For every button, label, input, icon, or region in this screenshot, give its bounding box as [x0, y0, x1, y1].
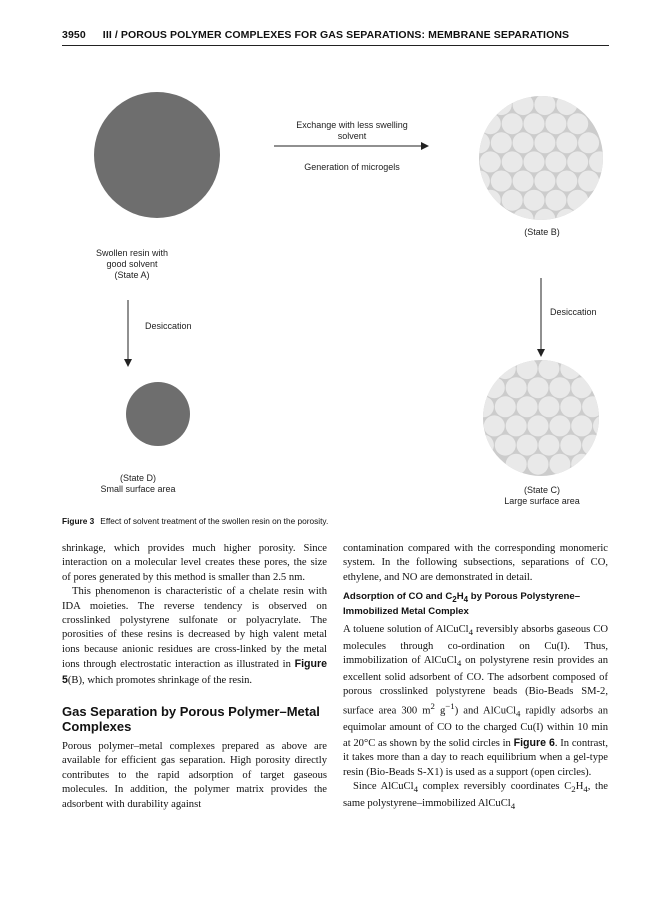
state-c-porous-circle — [473, 358, 609, 476]
paragraph — [343, 780, 608, 813]
text-span: , the same polystyrene–immobilized AlCuCl — [343, 781, 608, 809]
state-d-label — [78, 473, 198, 495]
microgel-particle — [517, 396, 538, 417]
microgel-particle — [571, 415, 592, 436]
microgel-particle — [582, 396, 603, 417]
subscript: 4 — [510, 800, 516, 811]
microgel-particle — [495, 396, 516, 417]
microgel-particle — [556, 171, 577, 192]
text-span: (B), which promotes shrinkage of the resin. — [67, 674, 253, 686]
microgel-particle — [469, 132, 490, 153]
microgel-particle — [513, 171, 534, 192]
microgel-particle — [517, 435, 538, 456]
paragraph — [62, 585, 327, 688]
microgel-particle — [556, 132, 577, 153]
microgel-particle — [513, 94, 534, 115]
text-span: A toluene solution of AlCuCl — [343, 624, 469, 636]
state-a-label — [77, 248, 187, 281]
right-column — [343, 542, 608, 813]
microgel-particle — [545, 190, 566, 211]
microgel-particle — [534, 171, 555, 192]
microgel-particle — [528, 415, 549, 436]
figure-reference: Figure 5 — [62, 658, 327, 686]
microgel-particle — [506, 454, 527, 475]
left-column — [62, 542, 327, 812]
microgel-particle — [524, 151, 545, 172]
paragraph: shrinkage, which provides much higher porosity. Since interaction on a molecular level creates these pores, the size of pores generated by this method is smaller than 2.5 nm. — [62, 543, 327, 583]
microgel-particle — [567, 113, 588, 134]
text-span: ) and AlCuCl — [454, 705, 517, 717]
microgel-particle — [528, 454, 549, 475]
microgel-particle — [560, 396, 581, 417]
microgel-particle — [560, 435, 581, 456]
text-span: H — [456, 591, 464, 603]
microgel-particle — [491, 171, 512, 192]
text-span: g — [434, 705, 446, 717]
page-number: 3950 — [62, 29, 86, 41]
microgel-particle — [484, 415, 505, 436]
section-heading: Gas Separation by Porous Polymer–Metal Complexes — [62, 704, 320, 735]
subscript: 4 — [583, 784, 588, 795]
microgel-particle — [571, 454, 592, 475]
text-span: by Porous Polystyrene–Immobilized Metal Complex — [343, 591, 581, 618]
state-c-label — [492, 485, 592, 507]
exchange-label-line1: Exchange with less swelling — [296, 120, 408, 130]
text-span: reversibly absorbs gaseous CO molecules through co-ordination on Cu(I). Thus, immobilization of AlCuCl — [343, 624, 608, 667]
paragraph: contamination compared with the corresponding monomeric system. In the following subsections, separations of CO, ethylene, and NO are demonstrated in detail. — [343, 543, 608, 583]
state-c-line2: Large surface area — [504, 496, 580, 506]
state-a-line1: Swollen resin with — [95, 248, 169, 258]
microgel-particle — [480, 190, 501, 211]
microgel-particle — [513, 132, 534, 153]
microgel-particle — [582, 435, 603, 456]
text-span: . In contrast, it takes more than a day to reach equilibrium when a gel-type resin (Bio-Beads S-X1) is used as a support (open circles). — [343, 737, 608, 778]
paragraph: Porous polymer–metal complexes prepared as above are available for efficient gas separation. High porosity directly contributes to the rapid adsorption of target gaseous molecules. In addition, the polymer matrix provides the adsorbent with durability against — [62, 741, 327, 810]
text-span: This phenomenon is characteristic of a chelate resin with IDA moieties. The reverse tendency is observed on crosslinked polystyrene sulfonate or polyacrylate. The porosities of these resins is decreased by high valent metal ions because anionic residues are cross-linked by the metal ions through electrostatic interaction as illustrated in — [62, 586, 327, 671]
exchange-label-line2: solvent — [337, 131, 367, 141]
subscript: 4 — [463, 595, 469, 605]
figure-caption — [62, 516, 328, 526]
microgel-particle — [567, 151, 588, 172]
microgel-particle — [506, 415, 527, 436]
microgel-particle — [549, 454, 570, 475]
microgel-particle — [560, 358, 581, 379]
microgel-particle — [538, 396, 559, 417]
desiccation-right-label: Desiccation — [550, 307, 597, 317]
microgel-particle — [473, 435, 494, 456]
state-d-line1: (State D) — [119, 473, 156, 483]
microgel-particle — [495, 358, 516, 379]
subscript: 4 — [468, 627, 474, 638]
subscript: 4 — [516, 709, 521, 720]
text-span: Adsorption of CO and C — [343, 591, 453, 603]
microgel-particle — [571, 377, 592, 398]
subscript: 2 — [452, 595, 457, 605]
text-span: complex reversibly coordinates C — [417, 781, 572, 793]
microgel-particle — [484, 377, 505, 398]
microgel-particle — [480, 113, 501, 134]
microgel-particle — [534, 94, 555, 115]
state-b-label: (State B) — [524, 227, 560, 237]
microgel-particle — [491, 132, 512, 153]
text-span: on polystyrene resin provides an excellent solid adsorbent of CO. The adsorbent composed of porous crosslinked polystyrene beads (Bio-Beads SM-2, surface area 300 m — [343, 655, 608, 717]
microgel-particle — [517, 358, 538, 379]
microgel-particle — [545, 113, 566, 134]
microgel-particle — [469, 171, 490, 192]
microgel-particle — [534, 132, 555, 153]
caption-label: Figure 3 — [62, 516, 95, 526]
caption-text: Effect of solvent treatment of the swollen resin on the porosity. — [100, 516, 329, 526]
state-a-line2: good solvent — [106, 259, 158, 269]
state-b-porous-circle — [469, 94, 609, 230]
microgel-particle — [506, 377, 527, 398]
microgel-particle — [549, 377, 570, 398]
figure-reference: Figure 6 — [513, 736, 555, 749]
microgel-particle — [549, 415, 570, 436]
microgel-particle — [480, 151, 501, 172]
figure-3 — [62, 60, 609, 510]
state-c-line1: (State C) — [523, 485, 560, 495]
subscript: 4 — [456, 658, 462, 669]
microgel-particle — [538, 358, 559, 379]
microgel-particle — [567, 190, 588, 211]
desiccation-left-label: Desiccation — [145, 321, 192, 331]
text-span: rapidly adsorbs an equimolar amount of CO to the charged Cu(I) within 10 min at 20°C as shown by the solid circles in — [343, 705, 608, 749]
microgel-particle — [578, 132, 599, 153]
microgel-particle — [578, 171, 599, 192]
superscript: −1 — [445, 701, 455, 712]
microgel-particle — [524, 190, 545, 211]
text-span: Since AlCuCl — [353, 781, 414, 793]
superscript: 2 — [430, 701, 435, 712]
microgel-label: Generation of microgels — [304, 162, 400, 172]
microgel-particle — [538, 435, 559, 456]
microgel-particle — [502, 190, 523, 211]
state-a-circle — [94, 92, 220, 218]
microgel-particle — [545, 151, 566, 172]
subscript: 2 — [571, 784, 576, 795]
state-a-line3: (State A) — [114, 270, 150, 280]
paragraph — [343, 623, 608, 780]
running-header — [62, 29, 609, 41]
microgel-particle — [495, 435, 516, 456]
microgel-particle — [524, 113, 545, 134]
running-title: III / POROUS POLYMER COMPLEXES FOR GAS SEPARATIONS: MEMBRANE SEPARATIONS — [102, 29, 570, 41]
state-d-circle — [126, 382, 190, 446]
microgel-particle — [502, 113, 523, 134]
subsection-heading — [343, 591, 608, 618]
state-d-line2: Small surface area — [100, 484, 176, 494]
microgel-particle — [556, 94, 577, 115]
subscript: 4 — [413, 784, 418, 795]
microgel-particle — [528, 377, 549, 398]
exchange-label — [274, 120, 430, 142]
microgel-particle — [491, 94, 512, 115]
text-span: H — [575, 781, 584, 793]
microgel-particle — [473, 396, 494, 417]
header-rule — [62, 45, 609, 46]
microgel-particle — [502, 151, 523, 172]
